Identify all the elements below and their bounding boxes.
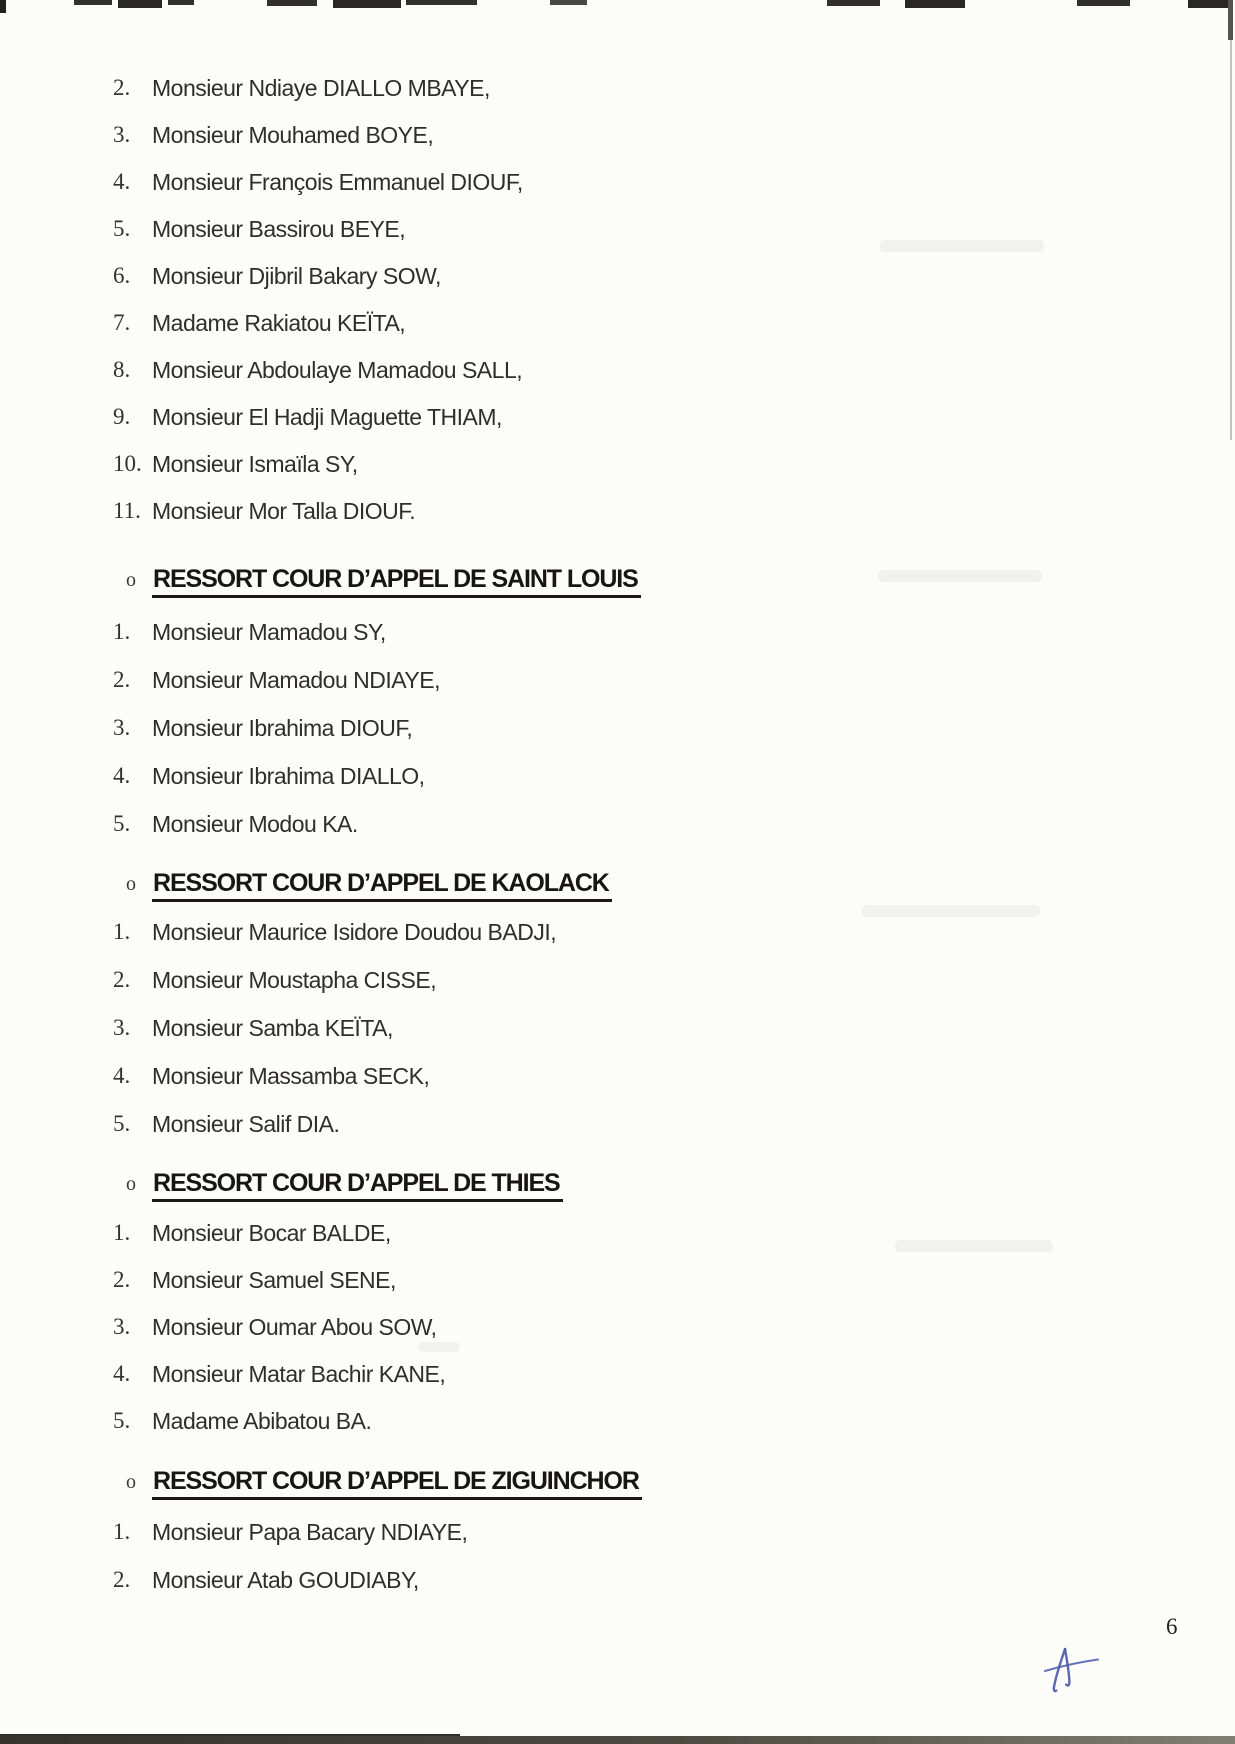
- person-name: Monsieur Salif DIA.: [152, 1111, 340, 1137]
- scan-edge-mark: [333, 0, 401, 8]
- court-section: [0, 1468, 1235, 1613]
- list-item-number: 2.: [113, 1567, 131, 1592]
- list-item-number: 5.: [113, 216, 131, 241]
- name-list: [0, 1517, 1235, 1613]
- list-item: [0, 1218, 1235, 1265]
- list-item-number: 4.: [113, 1361, 131, 1386]
- section-heading-row: [0, 1170, 1235, 1218]
- scan-edge-bar: [0, 1736, 1235, 1744]
- person-name: Monsieur Mamadou NDIAYE,: [152, 667, 440, 693]
- list-item: [0, 261, 1235, 308]
- page-number: 6: [1166, 1614, 1178, 1639]
- scan-edge-mark: [905, 0, 965, 8]
- list-item-number: 4.: [113, 763, 131, 788]
- scan-edge-mark: [267, 0, 317, 6]
- list-item: [0, 713, 1235, 761]
- scan-edge-mark: [827, 0, 880, 6]
- list-item-number: 7.: [113, 310, 131, 335]
- scan-edge-mark: [168, 0, 194, 5]
- list-item-number: 6.: [113, 263, 131, 288]
- list-item-number: 10.: [113, 451, 142, 476]
- person-name: Monsieur Bocar BALDE,: [152, 1220, 391, 1246]
- person-name: Monsieur Abdoulaye Mamadou SALL,: [152, 357, 523, 383]
- scan-edge-mark: [74, 0, 112, 5]
- person-name: Monsieur Ibrahima DIALLO,: [152, 763, 425, 789]
- person-name: Monsieur Ibrahima DIOUF,: [152, 715, 413, 741]
- person-name: Madame Rakiatou KEÏTA,: [152, 310, 406, 336]
- section-heading-row: [0, 1468, 1235, 1517]
- scan-edge-mark: [1188, 0, 1232, 8]
- list-item: [0, 1565, 1235, 1613]
- list-item-number: 8.: [113, 357, 131, 382]
- scan-edge-mark: [118, 0, 162, 8]
- scan-edge-mark: [0, 0, 6, 13]
- list-item-number: 1.: [113, 919, 131, 944]
- person-name: Monsieur François Emmanuel DIOUF,: [152, 169, 523, 195]
- list-item-number: 2.: [113, 667, 131, 692]
- list-item: [0, 617, 1235, 665]
- list-item: [0, 1359, 1235, 1406]
- person-name: Monsieur Oumar Abou SOW,: [152, 1314, 437, 1340]
- person-name: Monsieur Bassirou BEYE,: [152, 216, 406, 242]
- section-heading-row: [0, 566, 1235, 617]
- person-name: Monsieur Mamadou SY,: [152, 619, 386, 645]
- list-item: [0, 1312, 1235, 1359]
- section-heading-row: [0, 870, 1235, 917]
- list-item: [0, 308, 1235, 355]
- list-item-number: 9.: [113, 404, 131, 429]
- list-item-number: 1.: [113, 1519, 131, 1544]
- section-heading: RESSORT COUR D’APPEL DE SAINT LOUIS: [152, 566, 641, 598]
- list-item-number: 5.: [113, 1408, 131, 1433]
- list-item-number: 11.: [113, 498, 141, 523]
- person-name: Monsieur Samba KEÏTA,: [152, 1015, 393, 1041]
- list-item-number: 5.: [113, 811, 131, 836]
- circle-bullet-icon: o: [126, 569, 136, 591]
- court-section: [0, 73, 1235, 543]
- list-item: [0, 355, 1235, 402]
- list-item-number: 5.: [113, 1111, 131, 1136]
- name-list: [0, 917, 1235, 1157]
- list-item: [0, 120, 1235, 167]
- list-item-number: 1.: [113, 619, 131, 644]
- list-item-number: 2.: [113, 1267, 131, 1292]
- handwritten-initial-icon: [1032, 1640, 1104, 1698]
- list-item: [0, 1265, 1235, 1312]
- circle-bullet-icon: o: [126, 1471, 136, 1493]
- list-item-number: 3.: [113, 715, 131, 740]
- scan-edge-mark: [1228, 0, 1233, 40]
- list-item: [0, 1517, 1235, 1565]
- name-list: [0, 1218, 1235, 1453]
- list-item: [0, 73, 1235, 120]
- list-item: [0, 449, 1235, 496]
- list-item-number: 3.: [113, 1314, 131, 1339]
- list-item: [0, 214, 1235, 261]
- list-item-number: 2.: [113, 75, 131, 100]
- court-section: [0, 1170, 1235, 1453]
- list-item: [0, 809, 1235, 857]
- person-name: Monsieur Samuel SENE,: [152, 1267, 396, 1293]
- list-item: [0, 167, 1235, 214]
- list-item-number: 3.: [113, 122, 131, 147]
- scan-edge-mark: [406, 0, 477, 5]
- person-name: Monsieur El Hadji Maguette THIAM,: [152, 404, 502, 430]
- list-item-number: 3.: [113, 1015, 131, 1040]
- list-item: [0, 1406, 1235, 1453]
- list-item: [0, 402, 1235, 449]
- person-name: Monsieur Atab GOUDIABY,: [152, 1567, 419, 1593]
- section-heading: RESSORT COUR D’APPEL DE KAOLACK: [152, 870, 612, 902]
- person-name: Monsieur Matar Bachir KANE,: [152, 1361, 446, 1387]
- list-item: [0, 761, 1235, 809]
- scan-edge-mark: [1077, 0, 1130, 6]
- person-name: Monsieur Maurice Isidore Doudou BADJI,: [152, 919, 557, 945]
- list-item: [0, 1061, 1235, 1109]
- person-name: Madame Abibatou BA.: [152, 1408, 372, 1434]
- list-item: [0, 496, 1235, 543]
- circle-bullet-icon: o: [126, 1173, 136, 1195]
- list-item: [0, 965, 1235, 1013]
- person-name: Monsieur Massamba SECK,: [152, 1063, 430, 1089]
- section-heading: RESSORT COUR D’APPEL DE THIES: [152, 1170, 563, 1202]
- list-item: [0, 1109, 1235, 1157]
- person-name: Monsieur Djibril Bakary SOW,: [152, 263, 441, 289]
- list-item-number: 2.: [113, 967, 131, 992]
- name-list: [0, 73, 1235, 543]
- list-item: [0, 917, 1235, 965]
- person-name: Monsieur Moustapha CISSE,: [152, 967, 437, 993]
- list-item-number: 4.: [113, 1063, 131, 1088]
- list-item-number: 1.: [113, 1220, 131, 1245]
- scan-edge-mark: [550, 0, 587, 5]
- section-heading: RESSORT COUR D’APPEL DE ZIGUINCHOR: [152, 1468, 642, 1500]
- name-list: [0, 617, 1235, 857]
- person-name: Monsieur Ismaïla SY,: [152, 451, 358, 477]
- person-name: Monsieur Modou KA.: [152, 811, 358, 837]
- court-section: [0, 566, 1235, 857]
- list-item: [0, 1013, 1235, 1061]
- person-name: Monsieur Papa Bacary NDIAYE,: [152, 1519, 468, 1545]
- list-item-number: 4.: [113, 169, 131, 194]
- circle-bullet-icon: o: [126, 873, 136, 895]
- person-name: Monsieur Mor Talla DIOUF.: [152, 498, 416, 524]
- list-item: [0, 665, 1235, 713]
- person-name: Monsieur Mouhamed BOYE,: [152, 122, 434, 148]
- person-name: Monsieur Ndiaye DIALLO MBAYE,: [152, 75, 490, 101]
- court-section: [0, 870, 1235, 1157]
